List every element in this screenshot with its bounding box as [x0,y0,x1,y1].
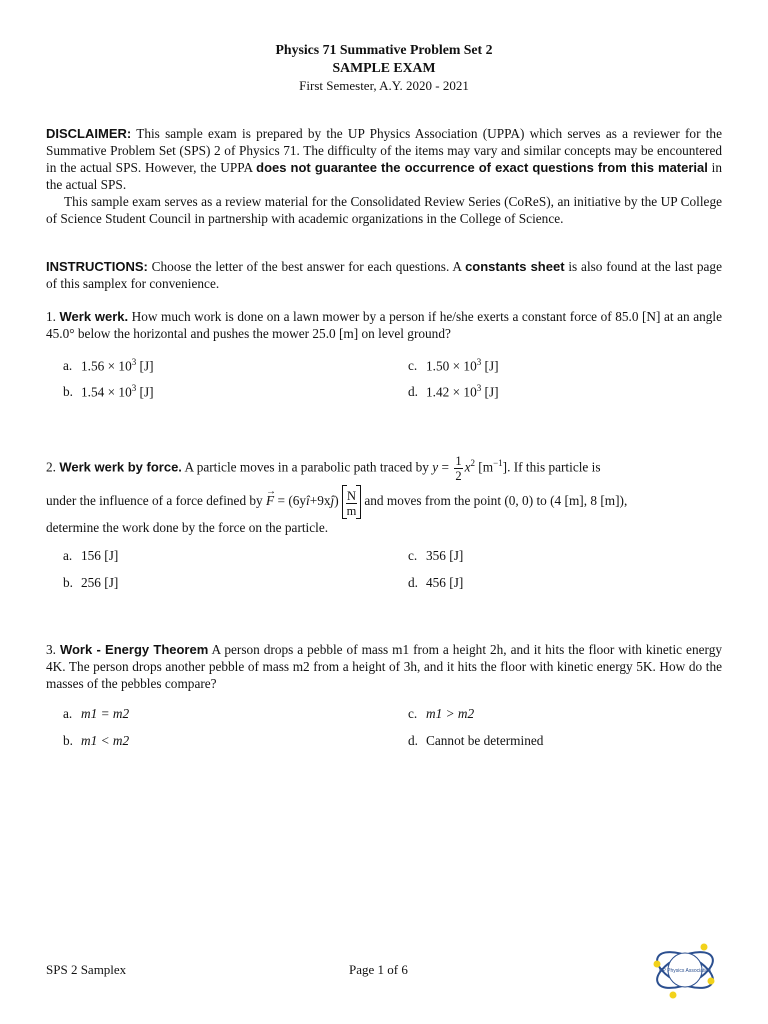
question-title: Werk werk. [59,309,129,324]
question-text: [m [474,459,494,475]
option-unit: [J] [481,384,499,400]
unit-bracket [342,485,361,519]
force-vector [266,484,277,518]
logo-electron [701,944,708,951]
option-3b[interactable] [63,733,129,749]
option-text: 456 [J] [426,575,464,590]
option-letter: c. [408,548,418,563]
option-text: m1 > m2 [426,706,475,721]
option-exponent: 3 [131,383,137,393]
question-2-line-1: 2. Werk werk by force. A particle moves in a parabolic path traced by y = $\frac{1}{2}$ $x^2$ $[m^{-1}]$. If this particle is [46,453,601,483]
equation-variable: x [464,459,471,475]
option-1d[interactable] [408,383,499,400]
page-title: Physics 71 Summative Problem Set 2 [275,42,493,57]
option-2c[interactable] [408,548,463,564]
question-3 [46,641,722,692]
option-2d[interactable] [408,575,463,591]
option-unit: [J] [136,384,154,400]
option-3a[interactable] [63,706,129,722]
instructions-text-end: is also found at the last page of this samplex for convenience. [46,259,722,291]
option-text: 1.56 × 10 [81,358,132,374]
option-3c[interactable] [408,706,474,722]
option-letter: d. [408,733,418,748]
option-text: m1 = m2 [81,706,130,721]
semester-line: First Semester, A.Y. 2020 - 2021 [299,78,469,93]
logo-electron [708,978,715,985]
option-1a[interactable] [63,357,154,374]
option-letter: a. [63,548,73,563]
question-number: 3. [46,642,56,657]
logo-electron [654,961,661,968]
question-text: ) [334,493,339,509]
option-exponent: 3 [476,357,482,367]
option-letter: d. [408,575,418,590]
option-1c[interactable] [408,357,499,374]
page-subtitle: SAMPLE EXAM [332,60,436,75]
disclaimer-block [46,125,722,227]
question-title: Werk werk by force. [59,459,182,475]
option-letter: d. [408,384,418,400]
fraction-denominator: m [346,503,357,518]
question-number: 1. [46,309,56,324]
option-letter: b. [63,733,73,748]
instructions-block [46,258,722,292]
question-text: under the influence of a force defined by [46,493,267,509]
question-text: +9x [309,493,331,509]
fraction-numerator: 1 [455,453,462,468]
question-2-line-3: determine the work done by the force on the particle. [46,520,329,536]
footer-left: SPS 2 Samplex [46,962,127,977]
footer-page-number: Page 1 of 6 [349,962,408,977]
option-letter: b. [63,575,73,590]
option-text: 156 [J] [81,548,119,563]
disclaimer-label: DISCLAIMER: [46,126,132,141]
disclaimer-paragraph-2: This sample exam serves as a review material for the Consolidated Review Series (CoReS), an initiative by the UP College of Science Student Council in partnership with academic organizations in the College of Science. [46,194,722,226]
option-letter: a. [63,706,73,721]
option-text: 1.50 × 10 [426,358,477,374]
logo-text: UP Physics Association [658,968,712,974]
question-2 [46,446,722,536]
option-text: m1 < m2 [81,733,130,748]
question-number: 2. [46,459,56,475]
option-2a[interactable] [63,548,118,564]
vector-arrow-icon: → [266,486,277,498]
option-text: 256 [J] [81,575,119,590]
option-text: Cannot be determined [426,733,544,748]
disclaimer-text: This sample exam is prepared by the UP Physics Association (UPPA) which serves as a reviewer for the Summative Problem Set (SPS) 2 of Physics 71. The difficulty of the items may vary and similar concepts may be encountered in the actual SPS. However, the UPPA [46,126,722,175]
option-unit: [J] [136,358,154,374]
question-1 [46,308,722,342]
vector-symbol: F [266,493,275,509]
option-2b[interactable] [63,575,118,591]
question-text: and moves from the point (0, 0) to (4 [m], 8 [m]), [361,493,628,509]
question-text: A particle moves in a parabolic path traced by [181,459,433,475]
equation-fraction [454,454,462,483]
logo-electron [670,992,677,999]
option-letter: a. [63,358,73,374]
option-exponent: 3 [476,383,482,393]
fraction-numerator: N [347,488,357,503]
option-exponent: 3 [131,357,137,367]
option-text: 1.42 × 10 [426,384,477,400]
fraction-denominator: 2 [455,468,462,483]
option-letter: c. [408,706,418,721]
option-1b[interactable] [63,383,154,400]
option-3d[interactable] [408,733,543,749]
option-unit: [J] [481,358,499,374]
uppa-logo [648,938,722,1002]
unit-fraction [346,489,357,518]
option-letter: b. [63,384,73,400]
question-text: ]. If this particle is [502,459,601,475]
instructions-bold: constants sheet [465,259,565,274]
instructions-text: Choose the letter of the best answer for each questions. A [147,259,466,274]
disclaimer-text-end: in the actual SPS. [46,160,722,192]
option-letter: c. [408,358,418,374]
option-text: 356 [J] [426,548,464,563]
instructions-label: INSTRUCTIONS: [46,259,148,274]
question-text: = (6y [274,493,307,509]
question-text: A person drops a pebble of mass m1 from a height 2h, and it hits the floor with kinetic energy 4K. The person drops another pebble of mass m2 from a height of 3h, and it hits the floor with kinetic energy 5K. How do the masses of the pebbles compare? [46,642,722,691]
question-text: How much work is done on a lawn mower by a person if he/she exerts a constant force of 85.0 [N] at an angle 45.0° below the horizontal and pushes the mower 25.0 [m] on level ground? [46,309,722,341]
question-title: Work - Energy Theorem [59,642,209,657]
equation-variable: y [432,459,439,475]
disclaimer-bold: does not guarantee the occurrence of exact questions from this material [256,160,708,175]
question-2-line-2: under the influence of a force defined by → F = (6yî+9xĵ) $\frac{N}{m}$ and moves from the point (0, 0) to (4 [m], 8 [m]), [46,484,722,519]
option-text: 1.54 × 10 [81,384,132,400]
